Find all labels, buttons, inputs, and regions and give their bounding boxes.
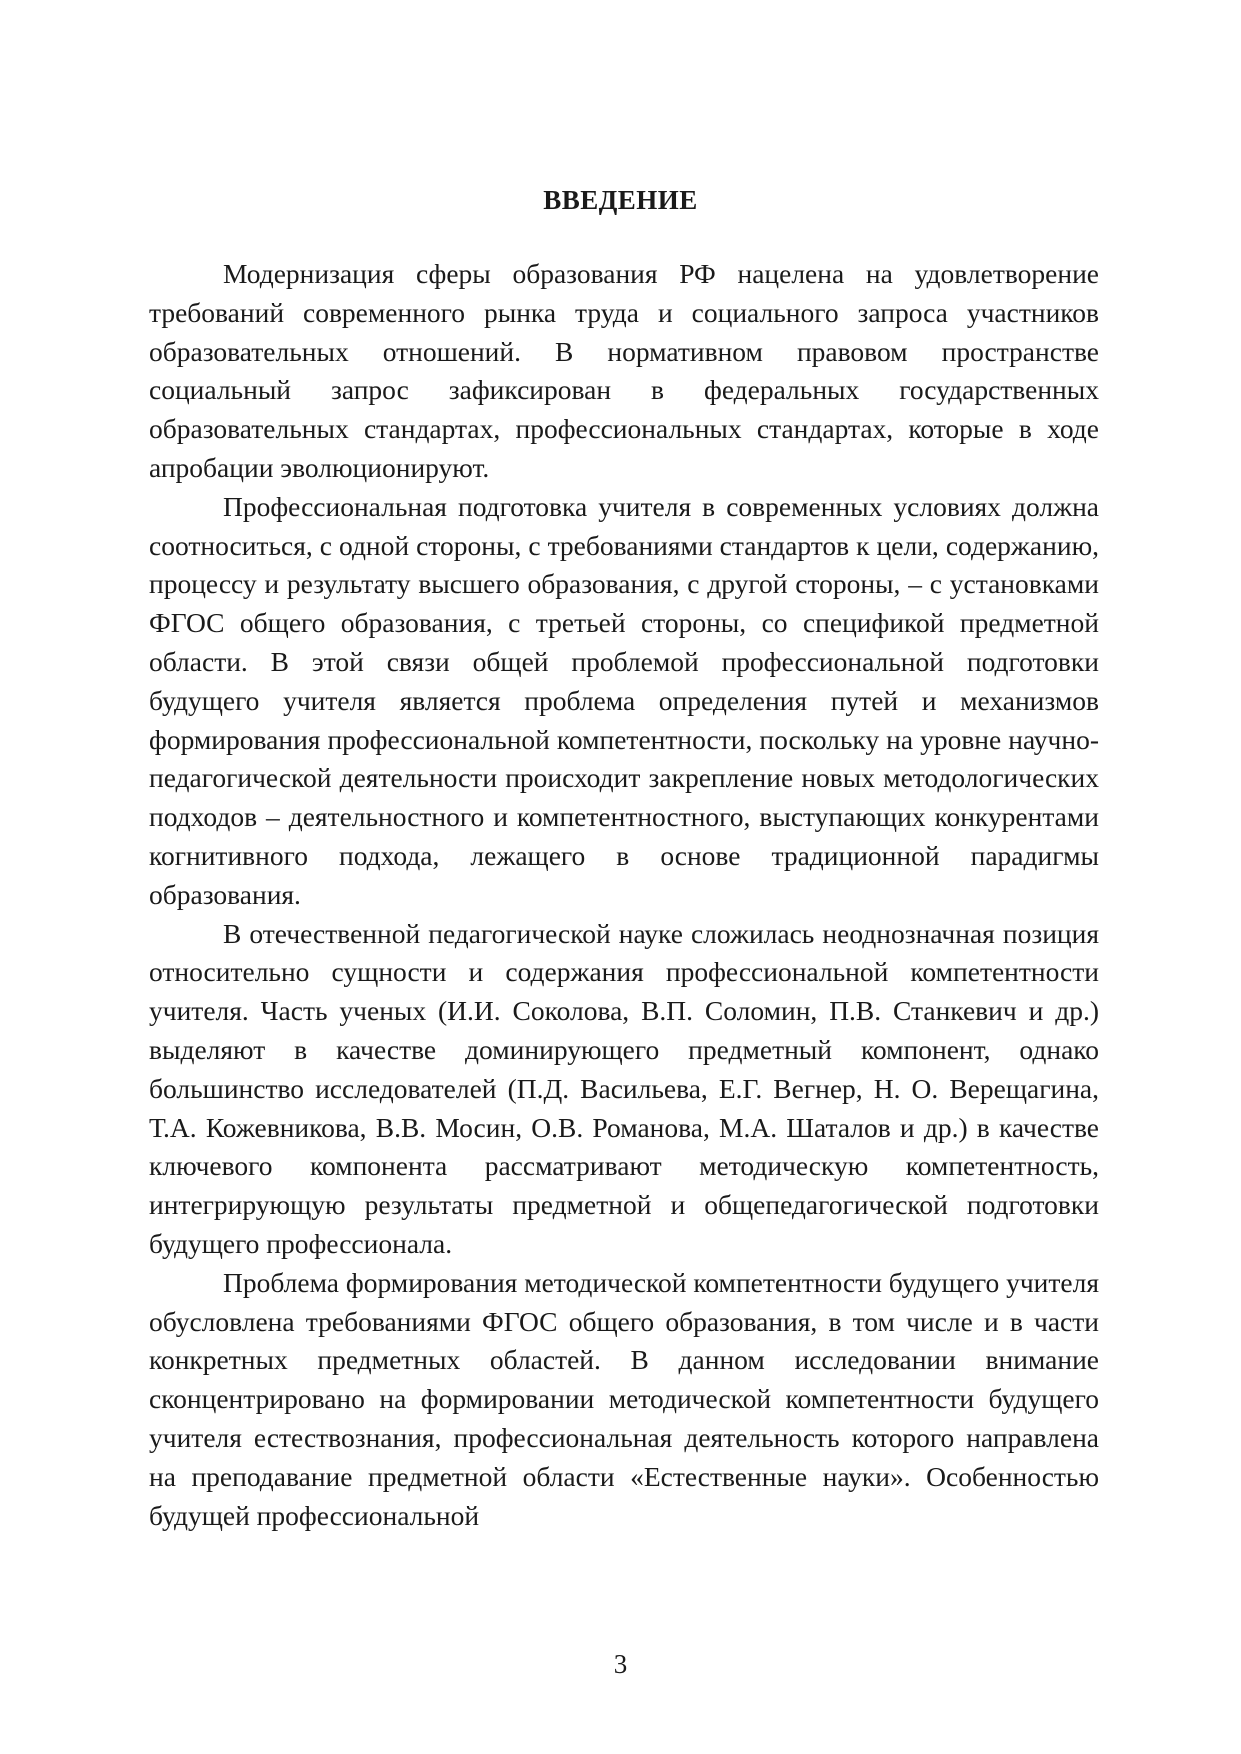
paragraph-3: В отечественной педагогической науке сложилась неоднозначная позиция относительно сущности и содержания профессиональной компетентности учителя. Часть ученых (И.И. Соколова, В.П. Соломин, П.В. Станкевич и др.) выделяют в качестве доминирующего предметный компонент, однако большинство исследователей (П.Д. Васильева, Е.Г. Вегнер, Н. О. Верещагина, Т.А. Кожевникова, В.В. Мосин, О.В. Романова, М.А. Шаталов и др.) в качестве ключевого компонента рассматривают методическую компетентность, интегрирующую результаты предметной и общепедагогической подготовки будущего профессионала.: [149, 917, 1099, 1259]
paragraph-2: Профессиональная подготовка учителя в современных условиях должна соотноситься, с одной стороны, с требованиями стандартов к цели, содержанию, процессу и результату высшего образования, с другой стороны, – с установками ФГОС общего образования, с третьей стороны, со спецификой предметной области. В этой связи общей проблемой профессиональной подготовки будущего учителя является проблема определения путей и механизмов формирования профессиональной компетентности, поскольку на уровне научно-педагогической деятельности происходит закрепление новых методологических подходов – деятельностного и компетентностного, выступающих конкурентами когнитивного подхода, лежащего в основе традиционной парадигмы образования.: [149, 490, 1099, 910]
paragraph-4: Проблема формирования методической компетентности будущего учителя обусловлена требованиями ФГОС общего образования, в том числе и в части конкретных предметных областей. В данном исследовании внимание сконцентрировано на формировании методической компетентности будущего учителя естествознания, профессиональная деятельность которого направлена на преподавание предметной области «Естественные науки». Особенностью будущей профессиональной: [149, 1266, 1099, 1531]
section-heading: ВВЕДЕНИЕ: [543, 185, 698, 215]
body-text: [149, 255, 1099, 1535]
paragraph-1: Модернизация сферы образования РФ нацелена на удовлетворение требований современного рынка труда и социального запроса участников образовательных отношений. В нормативном правовом пространстве социальный запрос зафиксирован в федеральных государственных образовательных стандартах, профессиональных стандартах, которые в ходе апробации эволюционируют.: [149, 258, 1099, 483]
page-number: 3: [613, 1649, 628, 1679]
